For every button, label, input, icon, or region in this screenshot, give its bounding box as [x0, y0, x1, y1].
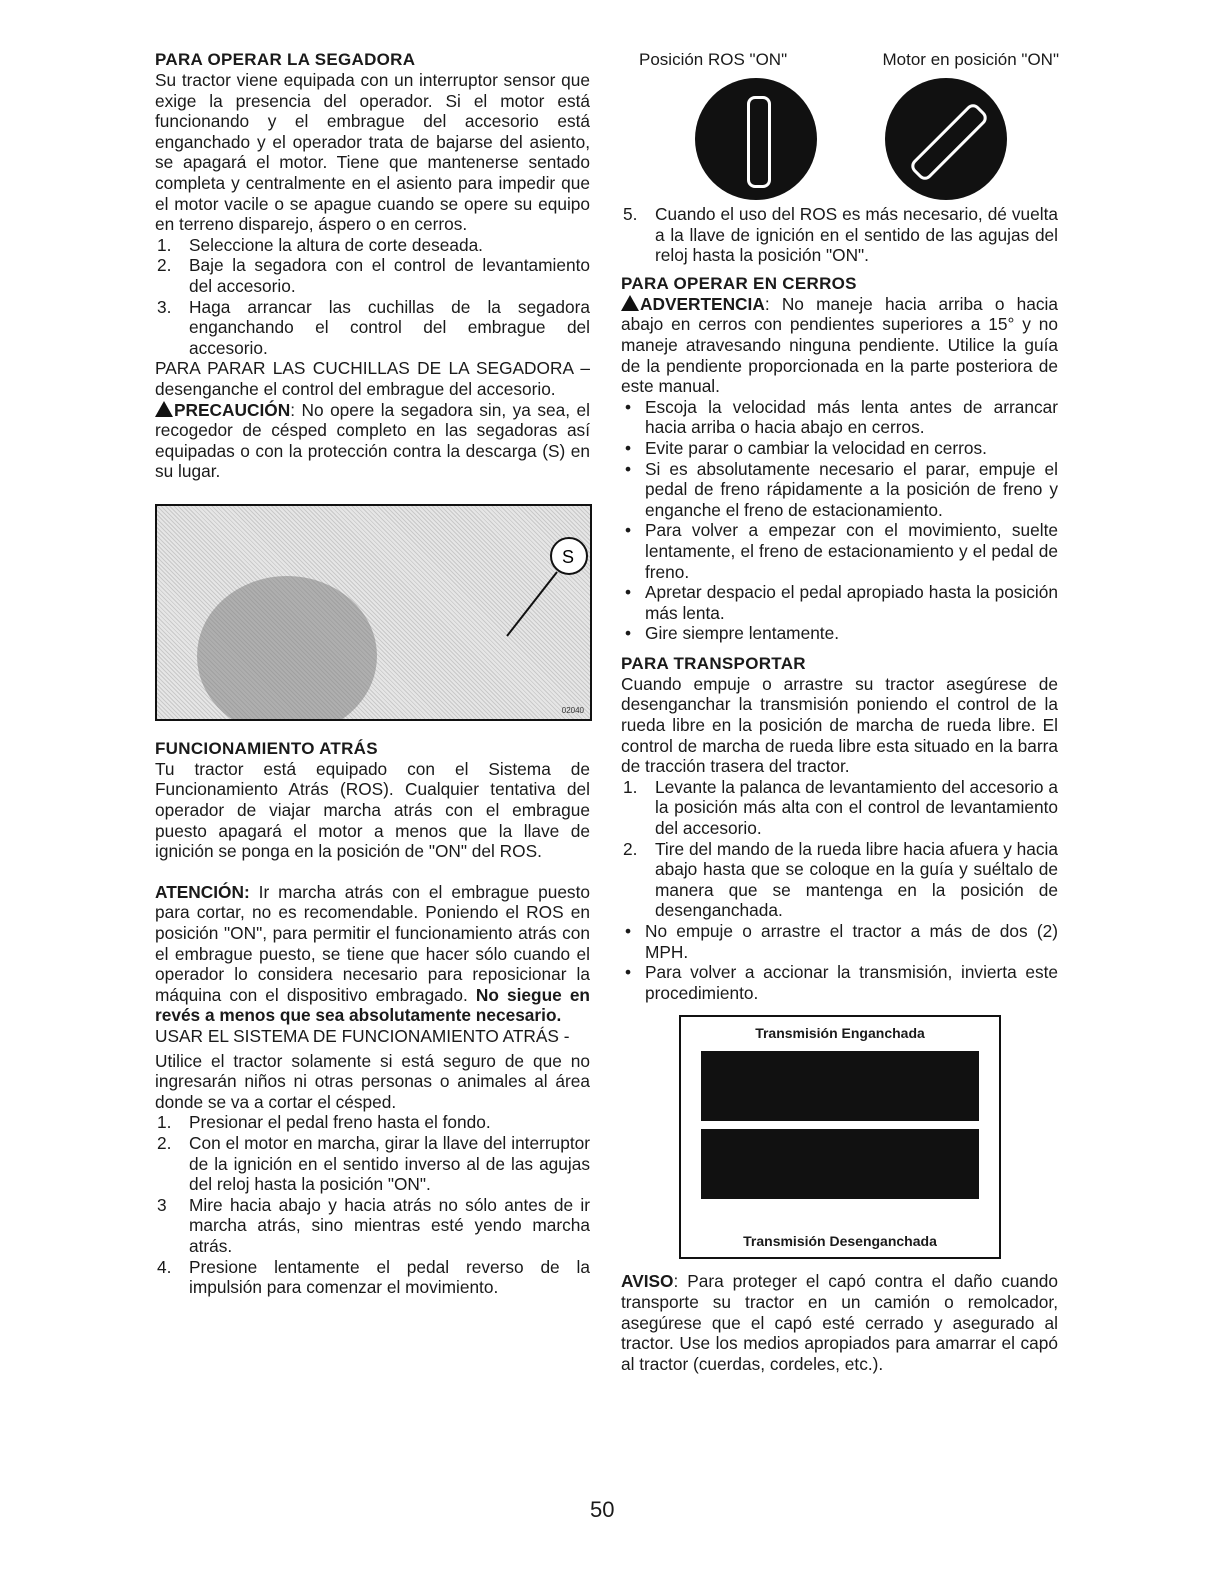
list-item: • Escoja la velocidad más lenta antes de arrancar hacia arriba o hacia abajo en cerros.: [625, 396, 1058, 438]
steps-list-3: [621, 777, 1058, 921]
paragraph-stop-blades: PARA PARAR LAS CUCHILLAS DE LA SEGADORA – desenganche el control del embrague del accesorio.: [155, 358, 590, 399]
diagram-label-engaged: Transmisión Enganchada: [755, 1025, 925, 1042]
heading-operar-segadora: PARA OPERAR LA SEGADORA: [155, 50, 416, 69]
list-item: 2. Tire del mando de la rueda libre hacia afuera y hacia abajo hasta que se coloque en la guía y suéltalo de manera que se mantenga en la posición de desenganchada.: [623, 838, 1058, 921]
list-item: • Apretar despacio el pedal apropiado hasta la posición más lenta.: [625, 582, 1058, 623]
list-item: • Evite parar o cambiar la velocidad en cerros.: [625, 437, 987, 458]
list-item: • Gire siempre lentamente.: [625, 623, 840, 644]
paragraph-ros: Tu tractor está equipado con el Sistema de Funcionamiento Atrás (ROS). Cualquier tentativa del operador de viajar marcha atrás con el embrague puesto apagará el motor a menos que la llave de ignición se ponga en la posición de "ON" del ROS.: [155, 758, 590, 862]
steps-list-2: [155, 1112, 590, 1297]
list-item: • Para volver a empezar con el movimiento, suelte lentamente, el freno de estacionamiento y el pedal de freno.: [625, 520, 1058, 582]
engaged-icon: [701, 1051, 979, 1121]
list-item: 4. Presione lentamente el pedal reverso de la impulsión para comenzar el movimiento.: [157, 1256, 590, 1298]
bullets-cerros: [621, 397, 1058, 644]
paragraph-safety: Utilice el tractor solamente si está seguro de que no ingresarán niños ni otras personas o animales al área donde se va a cortar el césped.: [155, 1050, 590, 1112]
mower-photo: [155, 504, 592, 721]
heading-funcionamiento-atras: FUNCIONAMIENTO ATRÁS: [155, 738, 378, 758]
list-item: 2. Baje la segadora con el control de levantamiento del accesorio.: [157, 255, 590, 296]
warning-icon: [621, 295, 639, 311]
paragraph-usar-sistema: USAR EL SISTEMA DE FUNCIONAMIENTO ATRÁS -: [155, 1026, 570, 1046]
paragraph-transport: Cuando empuje o arrastre su tractor asegúrese de desenganchar la transmisión poniendo el control de la rueda libre en la posición de marcha de rueda libre. El control de marcha de rueda libre esta situado en la barra de tracción trasera del tractor.: [621, 673, 1058, 777]
ignition-knob-motor-icon: [885, 78, 1007, 200]
paragraph-intro: Su tractor viene equipada con un interruptor sensor que exige la presencia del operador. Si el motor está funcionando y el embrague del accesorio está enganchado y el operador trata de bajarse del asiento, se apagará el motor. Tiene que mantenerse sentado completa y centralmente en el asiento para impedir que el motor vacile o se apague cuando se opere su equipo en terreno disparejo, áspero o en cerros.: [155, 70, 590, 235]
list-item: 3. Haga arrancar las cuchillas de la segadora enganchando el control del embrague del accesorio.: [157, 296, 590, 358]
left-column: [155, 50, 590, 1298]
warning-paragraph: ADVERTENCIA: No maneje hacia arriba o hacia abajo en cerros con pendientes superiores a 15° y no maneje atravesando ninguna pendiente. Utilice la guía de la pendiente proporcionada en la parte posteriora de este manual.: [621, 293, 1058, 397]
callout-label: S: [562, 546, 575, 567]
list-item: • No empuje o arrastre el tractor a más de dos (2) MPH.: [625, 921, 1058, 962]
list-item: • Para volver a accionar la transmisión, invierta este procedimiento.: [625, 962, 1058, 1003]
right-column: [621, 50, 1058, 1374]
ignition-knob-ros-icon: [695, 78, 817, 200]
list-item: 2. Con el motor en marcha, girar la llave del interruptor de la ignición en el sentido inverso al de las agujas del reloj hasta la posición "ON".: [157, 1132, 590, 1195]
bullets-transport: [621, 921, 1058, 1003]
ignition-captions: [639, 50, 1059, 70]
ignition-switch-figures: [661, 78, 1041, 200]
list-item: 1. Levante la palanca de levantamiento del accesorio a la posición más alta con el control de levantamiento del accesorio.: [623, 776, 1058, 839]
caution-paragraph: PRECAUCIÓN: No opere la segadora sin, ya sea, el recogedor de césped completo en las segadoras así equipadas o con la protección contra la descarga (S) en su lugar.: [155, 399, 590, 482]
steps-list-1: [155, 235, 590, 359]
heading-cerros: PARA OPERAR EN CERROS: [621, 273, 857, 293]
diagram-label-disengaged: Transmisión Desenganchada: [743, 1233, 937, 1250]
notice-paragraph: AVISO: Para proteger el capó contra el daño cuando transporte su tractor en un camión o remolcador, asegúrese que el capó esté cerrado y asegurado al tractor. Use los medios apropiados para amarrar el capó al tractor (cuerdas, cordeles, etc.).: [621, 1271, 1058, 1374]
attention-paragraph: ATENCIÓN: Ir marcha atrás con el embrague puesto para cortar, no es recomendable. Poniendo el ROS en posición "ON", para permitir el funcionamiento atrás con el embrague puesto, se tiene que hacer sólo cuando el operador lo considera necesario para reposicionar la máquina con el dispositivo embragado. No siegue en revés a menos que sea absolutamente necesario.: [155, 881, 590, 1026]
list-item: 3 Mire hacia abajo y hacia atrás no sólo antes de ir marcha atrás, sino mientras esté yendo marcha atrás.: [157, 1194, 590, 1256]
caption-motor-on: Motor en posición "ON": [882, 50, 1059, 69]
list-item: 5. Cuando el uso del ROS es más necesario, dé vuelta a la llave de ignición en el sentido de las agujas del reloj hasta la posición "ON".: [623, 204, 1058, 266]
disengaged-icon: [701, 1129, 979, 1199]
steps-list-5: [621, 204, 1058, 266]
transmission-diagram: [679, 1015, 1001, 1259]
page-number: 50: [590, 1497, 615, 1522]
list-item: 1. Presionar el pedal freno hasta el fondo.: [157, 1112, 491, 1133]
caption-ros-on: Posición ROS "ON": [639, 50, 788, 69]
warning-icon: [155, 401, 173, 417]
figure-code: 02040: [561, 705, 584, 715]
heading-transportar: PARA TRANSPORTAR: [621, 653, 806, 673]
list-item: • Si es absolutamente necesario el parar, empuje el pedal de freno rápidamente a la posición de freno y enganche el freno de estacionamiento.: [625, 458, 1058, 520]
list-item: 1. Seleccione la altura de corte deseada.: [157, 234, 483, 255]
